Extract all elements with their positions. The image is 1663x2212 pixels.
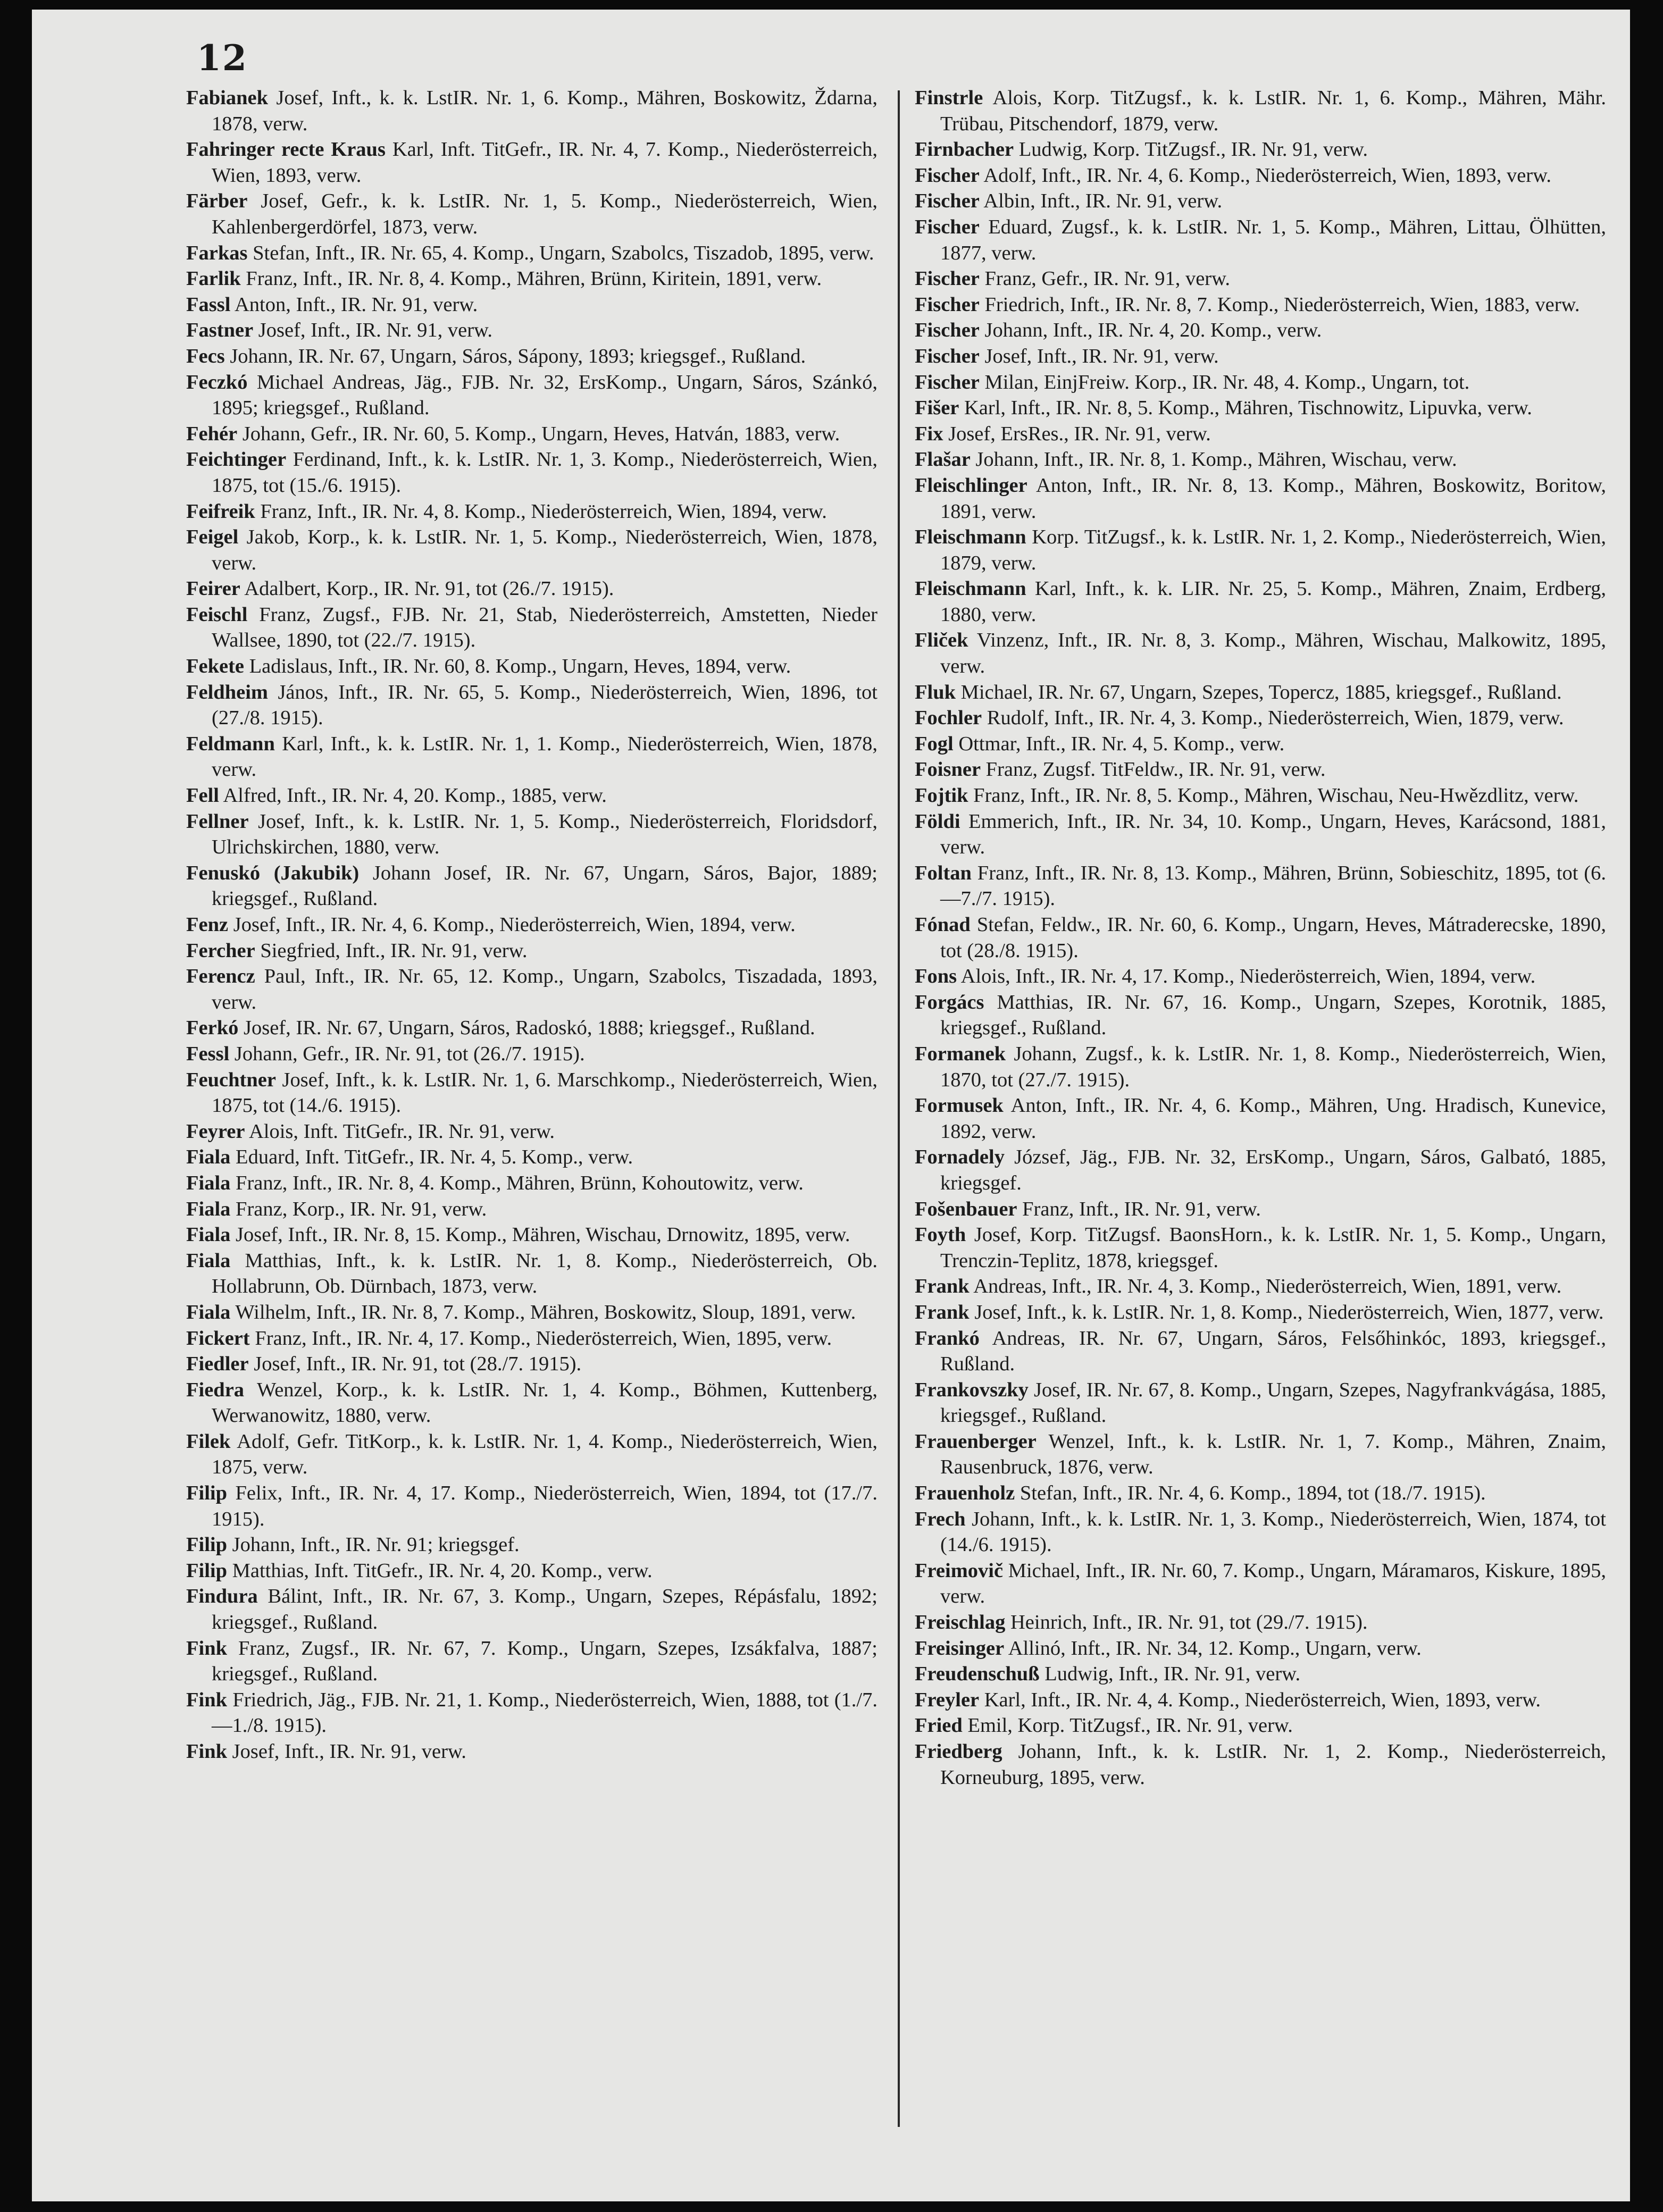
entry-surname: Fošenbauer (915, 1197, 1017, 1220)
roster-entry (186, 602, 878, 653)
right-column (915, 85, 1606, 1790)
entry-details: Josef, Inft., k. k. LstIR. Nr. 1, 8. Komp., Niederösterreich, Wien, 1877, verw. (969, 1301, 1604, 1323)
roster-entry (186, 1222, 878, 1248)
entry-surname: Frech (915, 1507, 966, 1530)
entry-details: Allinó, Inft., IR. Nr. 34, 12. Komp., Ungarn, verw. (1004, 1637, 1422, 1660)
entry-surname: Ferkó (186, 1017, 239, 1040)
roster-entry (915, 214, 1606, 266)
entry-surname: Farlik (186, 267, 241, 290)
entry-details: Milan, EinjFreiw. Korp., IR. Nr. 48, 4. Komp., Ungarn, tot. (979, 371, 1470, 393)
roster-entry (915, 705, 1606, 731)
roster-entry (186, 240, 878, 266)
roster-entry (915, 85, 1606, 137)
roster-entry (186, 1041, 878, 1067)
entry-surname: Filip (186, 1559, 228, 1582)
entry-details: Josef, Inft., IR. Nr. 4, 6. Komp., Niederösterreich, Wien, 1894, verw. (228, 914, 796, 936)
roster-entry (915, 473, 1606, 524)
entry-surname: Fiala (186, 1224, 231, 1246)
roster-entry (915, 317, 1606, 343)
entry-details: Adalbert, Korp., IR. Nr. 91, tot (26./7. 1915). (240, 577, 614, 600)
entry-details: Wilhelm, Inft., IR. Nr. 8, 7. Komp., Mähren, Boskowitz, Sloup, 1891, verw. (230, 1301, 856, 1323)
entry-surname: Fischer (915, 345, 980, 367)
entry-surname: Feirer (186, 577, 240, 600)
roster-entry (186, 576, 878, 602)
entry-surname: Fiala (186, 1249, 231, 1272)
entry-details: Johann Josef, IR. Nr. 67, Ungarn, Sáros, Bajor, 1889; kriegsgef., Rußland. (212, 861, 878, 910)
entry-details: Josef, Inft., k. k. LstIR. Nr. 1, 6. Komp., Mähren, Boskowitz, Ždarna, 1878, verw. (212, 87, 878, 135)
entry-details: Josef, Korp. TitZugsf. BaonsHorn., k. k. LstIR. Nr. 1, 5. Komp., Ungarn, Trenczin-Teplitz, 1878, kriegsgef. (940, 1224, 1606, 1272)
entry-details: Anton, Inft., IR. Nr. 8, 13. Komp., Mähren, Boskowitz, Boritow, 1891, verw. (940, 474, 1606, 523)
entry-details: Anton, Inft., IR. Nr. 4, 6. Komp., Mähren, Ung. Hradisch, Kunevice, 1892, verw. (940, 1094, 1606, 1143)
entry-details: Anton, Inft., IR. Nr. 91, verw. (230, 293, 478, 316)
entry-details: Ludwig, Korp. TitZugsf., IR. Nr. 91, verw. (1014, 138, 1368, 161)
entry-details: Franz, Inft., IR. Nr. 8, 13. Komp., Mähren, Brünn, Sobieschitz, 1895, tot (6.—7./7. 1915). (940, 861, 1606, 910)
roster-entry (186, 1067, 878, 1119)
roster-entry (186, 317, 878, 343)
entry-surname: Fornadely (915, 1146, 1005, 1169)
entry-details: Vinzenz, Inft., IR. Nr. 8, 3. Komp., Mähren, Wischau, Malkowitz, 1895, verw. (940, 629, 1606, 678)
entry-details: Albin, Inft., IR. Nr. 91, verw. (979, 190, 1223, 213)
entry-details: Josef, Inft., IR. Nr. 91, tot (28./7. 1915). (248, 1353, 582, 1376)
roster-entry (915, 627, 1606, 679)
entry-details: Josef, Inft., IR. Nr. 8, 15. Komp., Mähren, Wischau, Drnowitz, 1895, verw. (230, 1224, 850, 1246)
entry-surname: Fellner (186, 810, 249, 833)
entry-surname: Fojtik (915, 784, 968, 807)
entry-surname: Frank (915, 1301, 970, 1323)
entry-surname: Flašar (915, 448, 971, 471)
entry-surname: Fastner (186, 319, 254, 342)
entry-details: Franz, Inft., IR. Nr. 4, 17. Komp., Niederösterreich, Wien, 1895, verw. (249, 1327, 832, 1350)
entry-surname: Feischl (186, 603, 248, 626)
entry-surname: Fiala (186, 1146, 231, 1169)
roster-entry (186, 1196, 878, 1222)
roster-entry (186, 447, 878, 498)
entry-surname: Feuchtner (186, 1068, 276, 1091)
entry-surname: Feigel (186, 526, 239, 549)
roster-entry (186, 188, 878, 240)
entry-surname: Feczkó (186, 371, 248, 393)
entry-details: Stefan, Inft., IR. Nr. 4, 6. Komp., 1894, tot (18./7. 1915). (1015, 1482, 1486, 1505)
entry-surname: Filip (186, 1534, 228, 1556)
roster-entry (915, 524, 1606, 576)
entry-details: Josef, IR. Nr. 67, Ungarn, Sáros, Radoskó, 1888; kriegsgef., Rußland. (238, 1017, 815, 1040)
roster-entry (186, 731, 878, 783)
entry-surname: Fell (186, 784, 219, 807)
roster-entry (186, 499, 878, 525)
roster-entry (915, 1093, 1606, 1144)
roster-entry (915, 1610, 1606, 1636)
entry-surname: Fried (915, 1714, 963, 1737)
roster-entry (915, 1506, 1606, 1558)
entry-surname: Finstrle (915, 87, 983, 109)
entry-surname: Fahringer recte Kraus (186, 138, 386, 161)
entry-surname: Fenz (186, 914, 229, 936)
roster-entry (915, 1558, 1606, 1610)
entry-details: Ludwig, Inft., IR. Nr. 91, verw. (1039, 1663, 1301, 1686)
roster-entry (915, 188, 1606, 214)
entry-surname: Fassl (186, 293, 231, 316)
roster-entry (915, 266, 1606, 292)
roster-entry (186, 963, 878, 1015)
entry-details: Franz, Inft., IR. Nr. 4, 8. Komp., Niederösterreich, Wien, 1894, verw. (255, 500, 827, 523)
entry-surname: Fischer (915, 371, 980, 393)
entry-surname: Földi (915, 810, 960, 833)
roster-entry (915, 1326, 1606, 1377)
roster-entry (186, 809, 878, 860)
entry-details: Matthias, Inft., k. k. LstIR. Nr. 1, 8. Komp., Niederösterreich, Ob. Hollabrunn, Ob. Dürnbach, 1873, verw. (212, 1249, 878, 1298)
entry-surname: Fix (915, 422, 943, 445)
entry-details: Matthias, IR. Nr. 67, 16. Komp., Ungarn, Szepes, Korotnik, 1885, kriegsgef., Rußland. (940, 991, 1606, 1040)
entry-details: János, Inft., IR. Nr. 65, 5. Komp., Niederösterreich, Wien, 1896, tot (27./8. 1915). (212, 681, 878, 730)
roster-entry (915, 963, 1606, 990)
roster-entry (915, 576, 1606, 627)
roster-entry (186, 912, 878, 938)
entry-details: Andreas, IR. Nr. 67, Ungarn, Sáros, Felsőhinkóc, 1893, kriegsgef., Rußland. (940, 1327, 1606, 1376)
entry-details: Karl, Inft., IR. Nr. 8, 5. Komp., Mähren, Tischnowitz, Lipuvka, verw. (959, 397, 1532, 420)
entry-details: Johann, Inft., k. k. LstIR. Nr. 1, 3. Komp., Niederösterreich, Wien, 1874, tot (14./6. 1915). (940, 1507, 1606, 1556)
roster-entry (186, 1480, 878, 1532)
entry-details: Felix, Inft., IR. Nr. 4, 17. Komp., Niederösterreich, Wien, 1894, tot (17./7. 1915). (212, 1482, 878, 1530)
roster-entry (915, 1429, 1606, 1480)
entry-details: Josef, Gefr., k. k. LstIR. Nr. 1, 5. Komp., Niederösterreich, Wien, Kahlenbergerdörfel, 1873, verw. (212, 190, 878, 238)
entry-surname: Fabianek (186, 87, 269, 109)
entry-details: Korp. TitZugsf., k. k. LstIR. Nr. 1, 2. Komp., Niederösterreich, Wien, 1879, verw. (940, 526, 1606, 574)
entry-surname: Frankovszky (915, 1378, 1029, 1401)
roster-entry (186, 783, 878, 809)
entry-surname: Freimovič (915, 1559, 1004, 1582)
roster-entry (915, 1222, 1606, 1273)
roster-entry (915, 1377, 1606, 1429)
entry-surname: Freyler (915, 1688, 980, 1711)
entry-surname: Fischer (915, 190, 980, 213)
roster-entry (915, 1273, 1606, 1300)
roster-entry (915, 421, 1606, 447)
entry-details: Johann, Gefr., IR. Nr. 60, 5. Komp., Ungarn, Heves, Hatván, 1883, verw. (237, 422, 840, 445)
roster-entry (915, 680, 1606, 706)
entry-surname: Formusek (915, 1094, 1004, 1117)
entry-details: Ladislaus, Inft., IR. Nr. 60, 8. Komp., Ungarn, Heves, 1894, verw. (244, 655, 791, 678)
roster-entry (186, 343, 878, 370)
entry-details: Karl, Inft., k. k. LstIR. Nr. 1, 1. Komp., Niederösterreich, Wien, 1878, verw. (212, 732, 878, 781)
entry-surname: Firnbacher (915, 138, 1014, 161)
entry-surname: Fischer (915, 319, 980, 342)
entry-details: Johann, Inft., IR. Nr. 8, 1. Komp., Mähren, Wischau, verw. (970, 448, 1457, 471)
entry-details: Alfred, Inft., IR. Nr. 4, 20. Komp., 1885, verw. (219, 784, 607, 807)
entry-surname: Filek (186, 1430, 231, 1453)
entry-surname: Fochler (915, 707, 982, 730)
roster-entry (915, 809, 1606, 860)
roster-entry (186, 1300, 878, 1326)
entry-surname: Frankó (915, 1327, 980, 1350)
roster-entry (915, 292, 1606, 318)
entry-details: Johann, Inft., IR. Nr. 4, 20. Komp., verw. (979, 319, 1322, 342)
entry-details: Jakob, Korp., k. k. LstIR. Nr. 1, 5. Komp., Niederösterreich, Wien, 1878, verw. (212, 526, 878, 574)
roster-entry (186, 1248, 878, 1300)
entry-details: Franz, Korp., IR. Nr. 91, verw. (230, 1197, 487, 1220)
entry-details: József, Jäg., FJB. Nr. 32, ErsKomp., Ungarn, Sáros, Galbató, 1885, kriegsgef. (940, 1146, 1606, 1194)
entry-surname: Formanek (915, 1042, 1006, 1065)
entry-surname: Fiedler (186, 1353, 249, 1376)
entry-surname: Feldmann (186, 732, 275, 755)
entry-surname: Färber (186, 190, 248, 213)
entry-surname: Fluk (915, 681, 956, 703)
entry-details: Johann, Zugsf., k. k. LstIR. Nr. 1, 8. Komp., Niederösterreich, Wien, 1870, tot (27./7. 1915). (940, 1042, 1606, 1091)
entry-surname: Feyrer (186, 1120, 245, 1143)
entry-surname: Findura (186, 1585, 258, 1608)
entry-details: Eduard, Inft. TitGefr., IR. Nr. 4, 5. Komp., verw. (230, 1146, 633, 1169)
entry-surname: Fiala (186, 1301, 231, 1323)
entry-surname: Frauenberger (915, 1430, 1037, 1453)
entry-details: Adolf, Gefr. TitKorp., k. k. LstIR. Nr. 1, 4. Komp., Niederösterreich, Wien, 1875, verw. (212, 1430, 878, 1479)
roster-entry (186, 1687, 878, 1739)
roster-entry (915, 860, 1606, 912)
entry-details: Josef, Inft., IR. Nr. 91, verw. (227, 1740, 466, 1763)
entry-details: Ferdinand, Inft., k. k. LstIR. Nr. 1, 3. Komp., Niederösterreich, Wien, 1875, tot (15./6. 1915). (212, 448, 878, 497)
roster-entry (915, 1300, 1606, 1326)
entry-surname: Fercher (186, 939, 255, 962)
entry-details: Stefan, Inft., IR. Nr. 65, 4. Komp., Ungarn, Szabolcs, Tiszadob, 1895, verw. (247, 241, 874, 264)
roster-entry (186, 1583, 878, 1635)
roster-entry (186, 1326, 878, 1352)
entry-surname: Fónad (915, 914, 971, 936)
roster-entry (915, 137, 1606, 163)
column-divider (898, 90, 900, 2127)
roster-entry (915, 395, 1606, 421)
entry-surname: Frauenholz (915, 1482, 1015, 1505)
roster-entry (186, 1144, 878, 1170)
entry-surname: Fiala (186, 1171, 231, 1194)
roster-entry (915, 370, 1606, 396)
roster-entry (186, 680, 878, 731)
left-column (186, 85, 878, 1765)
entry-details: Franz, Zugsf., FJB. Nr. 21, Stab, Niederösterreich, Amstetten, Nieder Wallsee, 1890, tot (22./7. 1915). (212, 603, 878, 652)
roster-entry (915, 1739, 1606, 1790)
roster-entry (186, 292, 878, 318)
roster-entry (915, 783, 1606, 809)
entry-details: Matthias, Inft. TitGefr., IR. Nr. 4, 20. Komp., verw. (227, 1559, 653, 1582)
entry-surname: Foltan (915, 861, 972, 884)
roster-entry (186, 137, 878, 188)
entry-details: Karl, Inft., IR. Nr. 4, 4. Komp., Niederösterreich, Wien, 1893, verw. (979, 1688, 1541, 1711)
entry-details: Josef, IR. Nr. 67, 8. Komp., Ungarn, Szepes, Nagyfrankvágása, 1885, kriegsgef., Rußland. (940, 1378, 1606, 1427)
entry-surname: Fehér (186, 422, 238, 445)
roster-entry (915, 1636, 1606, 1662)
roster-entry (186, 524, 878, 576)
entry-details: Josef, Inft., k. k. LstIR. Nr. 1, 5. Komp., Niederösterreich, Floridsdorf, Ulrichskirchen, 1880, verw. (212, 810, 878, 859)
entry-surname: Fleischlinger (915, 474, 1027, 497)
roster-entry (915, 1687, 1606, 1713)
entry-surname: Fekete (186, 655, 245, 678)
entry-details: Alois, Inft., IR. Nr. 4, 17. Komp., Niederösterreich, Wien, 1894, verw. (957, 965, 1536, 988)
roster-entry (915, 1196, 1606, 1222)
entry-details: Josef, Inft., k. k. LstIR. Nr. 1, 6. Marschkomp., Niederösterreich, Wien, 1875, tot (14./6. 1915). (212, 1068, 878, 1117)
entry-details: Wenzel, Inft., k. k. LstIR. Nr. 1, 7. Komp., Mähren, Znaim, Rausenbruck, 1876, verw. (940, 1430, 1606, 1479)
roster-entry (186, 1739, 878, 1765)
entry-details: Wenzel, Korp., k. k. LstIR. Nr. 1, 4. Komp., Böhmen, Kuttenberg, Werwanowitz, 1880, verw. (212, 1378, 878, 1427)
entry-details: Karl, Inft. TitGefr., IR. Nr. 4, 7. Komp., Niederösterreich, Wien, 1893, verw. (212, 138, 878, 187)
roster-entry (915, 912, 1606, 963)
entry-details: Alois, Inft. TitGefr., IR. Nr. 91, verw. (245, 1120, 555, 1143)
roster-entry (186, 1377, 878, 1429)
entry-details: Franz, Inft., IR. Nr. 8, 4. Komp., Mähren, Brünn, Kiritein, 1891, verw. (240, 267, 822, 290)
entry-surname: Fink (186, 1637, 228, 1660)
entry-details: Friedrich, Inft., IR. Nr. 8, 7. Komp., Niederösterreich, Wien, 1883, verw. (979, 293, 1580, 316)
entry-surname: Fickert (186, 1327, 250, 1350)
roster-entry (186, 860, 878, 912)
entry-details: Emmerich, Inft., IR. Nr. 34, 10. Komp., Ungarn, Heves, Karácsond, 1881, verw. (940, 810, 1606, 859)
roster-entry (186, 421, 878, 447)
roster-entry (915, 757, 1606, 783)
entry-surname: Fecs (186, 345, 225, 367)
roster-entry (186, 370, 878, 421)
entry-surname: Foisner (915, 758, 981, 781)
roster-entry (915, 343, 1606, 370)
entry-details: Alois, Korp. TitZugsf., k. k. LstIR. Nr. 1, 6. Komp., Mähren, Mähr. Trübau, Pitschendorf, 1879, verw. (940, 87, 1606, 135)
entry-details: Franz, Zugsf., IR. Nr. 67, 7. Komp., Ungarn, Szepes, Izsákfalva, 1887; kriegsgef., Rußland. (212, 1637, 878, 1686)
entry-surname: Feifreik (186, 500, 255, 523)
entry-details: Friedrich, Jäg., FJB. Nr. 21, 1. Komp., Niederösterreich, Wien, 1888, tot (1./7.—1./8. 1915). (212, 1688, 878, 1737)
entry-surname: Fogl (915, 732, 954, 755)
entry-surname: Fink (186, 1740, 228, 1763)
entry-surname: Fischer (915, 293, 980, 316)
entry-details: Paul, Inft., IR. Nr. 65, 12. Komp., Ungarn, Szabolcs, Tiszadada, 1893, verw. (212, 965, 878, 1013)
roster-entry (186, 1532, 878, 1558)
entry-surname: Fleischmann (915, 526, 1026, 549)
entry-surname: Fiala (186, 1197, 231, 1220)
entry-surname: Foyth (915, 1224, 966, 1246)
entry-surname: Fleischmann (915, 577, 1026, 600)
entry-details: Stefan, Feldw., IR. Nr. 60, 6. Komp., Ungarn, Heves, Mátraderecske, 1890, tot (28./8. 1915). (940, 914, 1606, 962)
roster-entry (915, 1041, 1606, 1093)
entry-surname: Farkas (186, 241, 248, 264)
entry-surname: Filip (186, 1482, 228, 1505)
entry-surname: Fliček (915, 629, 968, 652)
entry-details: Johann, Inft., k. k. LstIR. Nr. 1, 2. Komp., Niederösterreich, Korneuburg, 1895, verw. (940, 1740, 1606, 1789)
entry-details: Karl, Inft., k. k. LIR. Nr. 25, 5. Komp., Mähren, Znaim, Erdberg, 1880, verw. (940, 577, 1606, 626)
roster-entry (186, 1636, 878, 1687)
roster-entry (186, 1351, 878, 1377)
entry-details: Josef, Inft., IR. Nr. 91, verw. (253, 319, 492, 342)
entry-details: Johann, IR. Nr. 67, Ungarn, Sáros, Sápony, 1893; kriegsgef., Rußland. (224, 345, 806, 367)
roster-entry (186, 1429, 878, 1480)
entry-details: Franz, Inft., IR. Nr. 8, 5. Komp., Mähren, Wischau, Neu-Hwězdlitz, verw. (968, 784, 1579, 807)
entry-details: Bálint, Inft., IR. Nr. 67, 3. Komp., Ungarn, Szepes, Répásfalu, 1892; kriegsgef., Rußland. (212, 1585, 878, 1634)
entry-surname: Fischer (915, 215, 980, 238)
entry-details: Ottmar, Inft., IR. Nr. 4, 5. Komp., verw. (953, 732, 1285, 755)
entry-details: Johann, Gefr., IR. Nr. 91, tot (26./7. 1915). (229, 1042, 585, 1065)
roster-entry (915, 1144, 1606, 1196)
entry-surname: Fons (915, 965, 957, 988)
entry-surname: Freischlag (915, 1611, 1006, 1634)
entry-details: Andreas, Inft., IR. Nr. 4, 3. Komp., Niederösterreich, Wien, 1891, verw. (969, 1275, 1562, 1298)
entry-details: Emil, Korp. TitZugsf., IR. Nr. 91, verw. (962, 1714, 1293, 1737)
roster-entry (915, 1661, 1606, 1687)
roster-entry (186, 938, 878, 964)
entry-surname: Feldheim (186, 681, 268, 703)
entry-details: Rudolf, Inft., IR. Nr. 4, 3. Komp., Niederösterreich, Wien, 1879, verw. (982, 707, 1564, 730)
roster-entry (915, 1713, 1606, 1739)
entry-surname: Feichtinger (186, 448, 287, 471)
entry-details: Eduard, Zugsf., k. k. LstIR. Nr. 1, 5. Komp., Mähren, Littau, Ölhütten, 1877, verw. (940, 215, 1606, 264)
roster-entry (186, 85, 878, 137)
entry-surname: Fessl (186, 1042, 230, 1065)
entry-details: Michael, IR. Nr. 67, Ungarn, Szepes, Topercz, 1885, kriegsgef., Rußland. (956, 681, 1562, 703)
entry-surname: Fischer (915, 164, 980, 187)
entry-details: Josef, Inft., IR. Nr. 91, verw. (979, 345, 1219, 367)
entry-details: Johann, Inft., IR. Nr. 91; kriegsgef. (227, 1534, 520, 1556)
entry-surname: Friedberg (915, 1740, 1002, 1763)
entry-details: Heinrich, Inft., IR. Nr. 91, tot (29./7. 1915). (1005, 1611, 1368, 1634)
roster-entry (186, 1015, 878, 1041)
entry-details: Siegfried, Inft., IR. Nr. 91, verw. (255, 939, 528, 962)
roster-entry (915, 447, 1606, 473)
entry-details: Franz, Inft., IR. Nr. 91, verw. (1017, 1197, 1261, 1220)
entry-surname: Fenuskó (Jakubik) (186, 861, 360, 884)
entry-surname: Fink (186, 1688, 228, 1711)
roster-entry (915, 990, 1606, 1041)
roster-entry (915, 731, 1606, 757)
entry-surname: Fišer (915, 397, 959, 420)
entry-details: Josef, ErsRes., IR. Nr. 91, verw. (943, 422, 1211, 445)
entry-details: Franz, Gefr., IR. Nr. 91, verw. (979, 267, 1231, 290)
entry-surname: Fischer (915, 267, 980, 290)
entry-details: Adolf, Inft., IR. Nr. 4, 6. Komp., Niederösterreich, Wien, 1893, verw. (979, 164, 1552, 187)
entry-details: Franz, Inft., IR. Nr. 8, 4. Komp., Mähren, Brünn, Kohoutowitz, verw. (230, 1171, 804, 1194)
entry-details: Michael Andreas, Jäg., FJB. Nr. 32, ErsKomp., Ungarn, Sáros, Szánkó, 1895; kriegsgef., Rußland. (212, 371, 878, 420)
roster-entry (915, 1480, 1606, 1506)
entry-details: Franz, Zugsf. TitFeldw., IR. Nr. 91, verw. (981, 758, 1326, 781)
entry-surname: Freisinger (915, 1637, 1005, 1660)
entry-details: Michael, Inft., IR. Nr. 60, 7. Komp., Ungarn, Máramaros, Kiskure, 1895, verw. (940, 1559, 1606, 1608)
entry-surname: Fiedra (186, 1378, 245, 1401)
roster-entry (186, 653, 878, 680)
page-number: 12 (197, 37, 248, 79)
entry-surname: Forgács (915, 991, 984, 1013)
roster-entry (186, 1558, 878, 1584)
roster-entry (186, 1170, 878, 1196)
roster-entry (186, 1119, 878, 1145)
roster-entry (915, 163, 1606, 189)
entry-surname: Frank (915, 1275, 970, 1298)
entry-surname: Ferencz (186, 965, 255, 988)
entry-surname: Freudenschuß (915, 1663, 1040, 1686)
roster-entry (186, 266, 878, 292)
